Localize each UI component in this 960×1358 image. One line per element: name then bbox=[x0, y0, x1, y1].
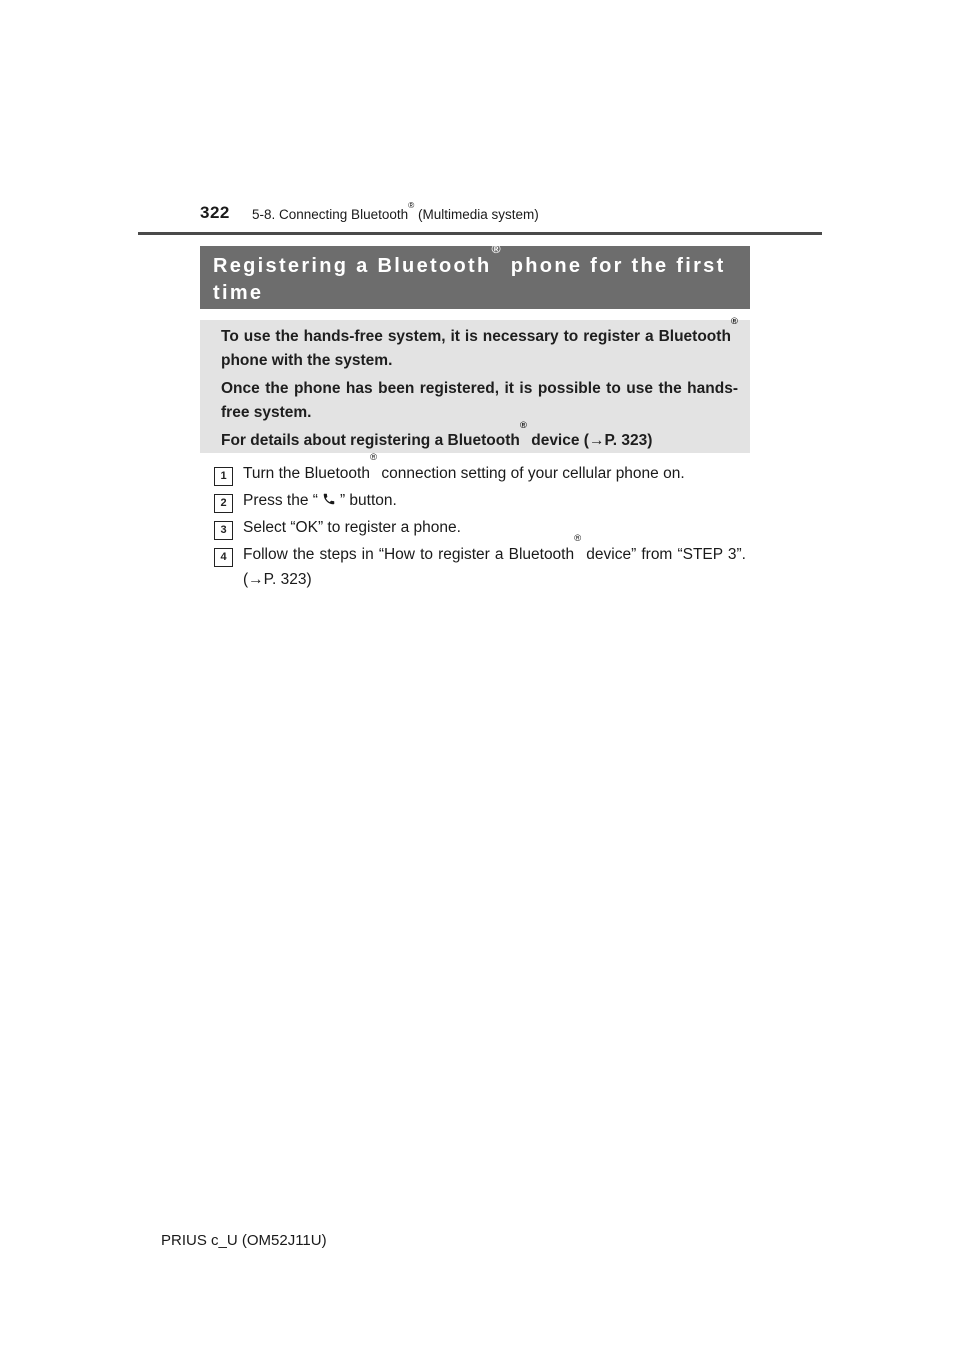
intro-p1-text: To use the hands-free system, it is necessary to register a Bluetooth bbox=[221, 328, 731, 345]
intro-p1-text-end: phone with the system. bbox=[221, 352, 393, 369]
step-item bbox=[214, 533, 746, 592]
registered-mark: ® bbox=[369, 452, 378, 464]
registered-mark: ® bbox=[730, 316, 738, 328]
intro-box bbox=[200, 316, 750, 453]
intro-paragraph-3 bbox=[221, 420, 738, 453]
step-4-text: Follow the steps in “How to register a Bluetooth bbox=[243, 546, 575, 563]
step-4-text-mid: device” from “STEP 3”. ( bbox=[243, 546, 746, 588]
step-4-page-ref: P. 323) bbox=[263, 571, 312, 588]
step-text bbox=[243, 533, 746, 592]
step-number-box: 2 bbox=[214, 494, 233, 513]
registered-mark: ® bbox=[574, 533, 582, 545]
section-prefix: 5-8. Connecting Bluetooth bbox=[252, 207, 409, 222]
running-head bbox=[252, 199, 539, 222]
registered-mark: ® bbox=[519, 420, 527, 432]
title-part1: Registering a Bluetooth bbox=[213, 255, 492, 277]
title-part2: phone for the first time bbox=[213, 255, 726, 304]
phone-icon bbox=[322, 492, 336, 506]
step-2-text: Press the “ bbox=[243, 492, 318, 509]
intro-p3-page-ref: P. 323) bbox=[604, 432, 653, 449]
step-number-box: 4 bbox=[214, 548, 233, 567]
header-rule bbox=[138, 232, 822, 235]
intro-paragraph-2: Once the phone has been registered, it is possible to use the hands-free system. bbox=[221, 380, 738, 421]
arrow-icon: → bbox=[588, 432, 605, 449]
section-suffix: (Multimedia system) bbox=[414, 207, 539, 222]
step-1-text-end: connection setting of your cellular phone on. bbox=[377, 465, 685, 482]
intro-p3-text: For details about registering a Bluetooth bbox=[221, 432, 520, 449]
step-text: Select “OK” to register a phone. bbox=[243, 519, 461, 536]
steps-list bbox=[214, 452, 746, 592]
intro-p3-text-mid: device ( bbox=[526, 432, 589, 449]
step-item bbox=[214, 515, 746, 540]
registered-mark: ® bbox=[491, 242, 503, 257]
step-number-box: 3 bbox=[214, 521, 233, 540]
registered-mark: ® bbox=[408, 199, 415, 210]
step-1-text: Turn the Bluetooth bbox=[243, 465, 370, 482]
step-text bbox=[243, 488, 746, 513]
intro-paragraph-1 bbox=[221, 316, 738, 373]
step-item bbox=[214, 452, 746, 486]
arrow-icon: → bbox=[248, 571, 264, 588]
section-title-bar bbox=[200, 242, 750, 309]
step-text bbox=[243, 452, 746, 486]
footer-model: PRIUS c_U (OM52J11U) bbox=[161, 1232, 327, 1249]
step-item bbox=[214, 488, 746, 513]
page-number: 322 bbox=[200, 203, 230, 222]
step-2-text-end: ” button. bbox=[339, 492, 397, 509]
step-number-box: 1 bbox=[214, 467, 233, 486]
